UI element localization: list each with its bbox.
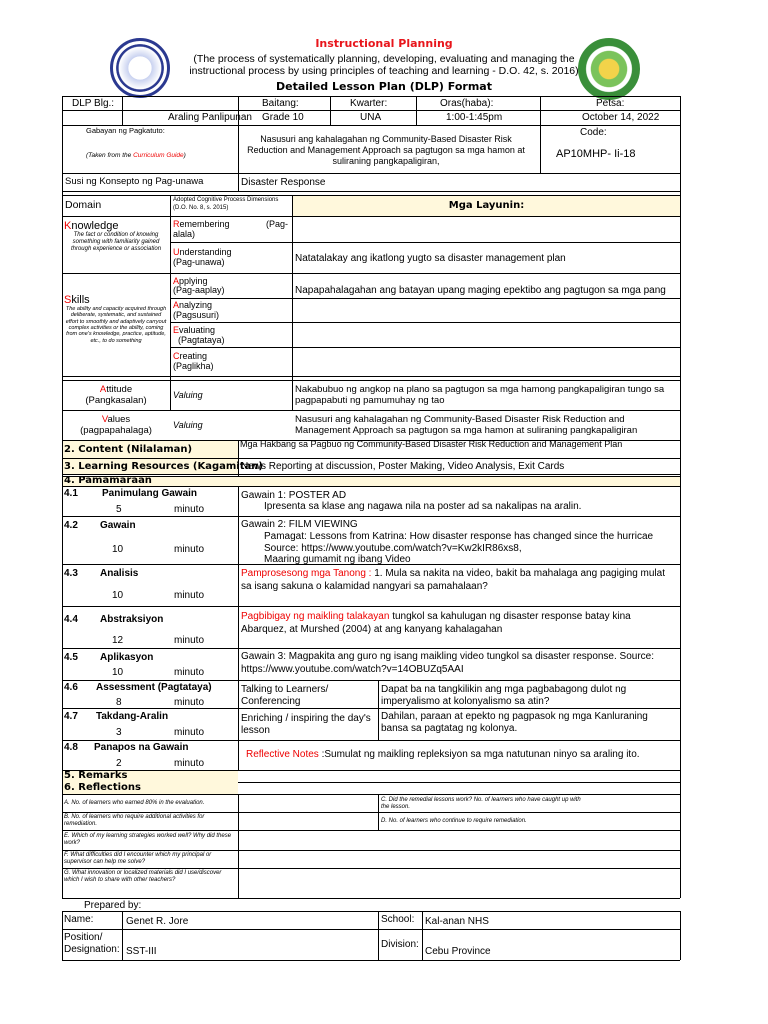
knowledge-description: The fact or condition of knowing something with familiarity gained through experience or association bbox=[70, 232, 162, 252]
learning-guide-text: Nasusuri ang kahalagahan ng Community-Based Disaster Risk Reduction and Management Approach sa pagtugon sa mga hamon at suliraning pangkapaligiran, bbox=[247, 134, 525, 166]
understanding-sub: (Pag-unawa) bbox=[173, 257, 225, 267]
position-label: Position/ Designation: bbox=[64, 932, 120, 955]
curriculum-guide-note: (Taken from the Curriculum Guide) bbox=[86, 152, 186, 159]
attitude-title: Attitude bbox=[99, 384, 133, 395]
remembering-sub: alala) bbox=[173, 229, 196, 239]
closing-activity-text: Reflective Notes :Sumulat ng maikling repleksiyon sa mga natutunan ninyo sa araling ito. bbox=[246, 749, 640, 760]
step-minutes-unit: minuto bbox=[174, 544, 205, 555]
methods-label-bg bbox=[63, 477, 680, 486]
step-name: Panapos na Gawain bbox=[94, 742, 189, 753]
quarter-value: UNA bbox=[360, 112, 382, 123]
step-minutes: 8 bbox=[116, 697, 122, 708]
understanding-objective: Natatalakay ang ikatlong yugto sa disaster management plan bbox=[295, 253, 566, 264]
school-label: School: bbox=[381, 914, 415, 925]
header-desc-1: (The process of systematically planning, developing, evaluating and managing the bbox=[193, 53, 575, 65]
resources-label: 3. Learning Resources (Kagamitan) bbox=[64, 461, 263, 472]
attitude-valuing: Valuing bbox=[173, 390, 203, 400]
grade-value: Grade 10 bbox=[262, 112, 304, 123]
step-activity-note: Maaring gumamit ng ibang Video bbox=[264, 554, 411, 565]
duration-label: Oras(haba): bbox=[440, 98, 494, 109]
attitude-sub: (Pangkasalan) bbox=[85, 395, 147, 406]
analyzing-label: Analyzing bbox=[173, 300, 213, 310]
content-label: 2. Content (Nilalaman) bbox=[64, 444, 193, 455]
step-minutes-unit: minuto bbox=[174, 590, 205, 601]
key-concept-label: Susi ng Konsepto ng Pag-unawa bbox=[65, 176, 204, 187]
date-value: October 14, 2022 bbox=[582, 112, 660, 123]
step-number: 4.4 bbox=[64, 614, 78, 625]
step-minutes: 10 bbox=[112, 590, 124, 601]
division-value: Cebu Province bbox=[425, 946, 491, 957]
step-name: Assessment (Pagtataya) bbox=[96, 682, 212, 693]
step-minutes-unit: minuto bbox=[174, 727, 205, 738]
key-concept-value: Disaster Response bbox=[241, 177, 326, 188]
step-application-text: Gawain 3: Magpakita ang guro ng isang maikling video tungkol sa disaster response. Source: https://www.youtube.com/watch?v=14OBUZq5AAI bbox=[241, 651, 655, 675]
skills-title: Skills bbox=[64, 294, 90, 306]
code-label: Code: bbox=[580, 127, 607, 138]
assessment-question: Dapat ba na tangkilikin ang mga pagbabagong dulot ng imperyalismo at kolonyalismo sa atin? bbox=[381, 684, 627, 707]
step-activity-line: Pamagat: Lessons from Katrina: How disaster response has changed since the hurricae bbox=[264, 531, 654, 542]
applying-objective: Napapahalagahan ang batayan upang maging epektibo ang pagtugon sa mga pang bbox=[295, 285, 666, 296]
assignment-method: Enriching / inspiring the day's lesson bbox=[241, 713, 371, 736]
step-minutes-unit: minuto bbox=[174, 758, 205, 769]
step-activity-source: Source: https://www.youtube.com/watch?v=Kw2kIR86xs8, bbox=[264, 543, 522, 554]
dlp-number-label: DLP Blg.: bbox=[72, 98, 115, 109]
learning-guide-label: Gabayan ng Pagkatuto: bbox=[86, 126, 165, 135]
assessment-method: Talking to Learners/ Conferencing bbox=[241, 684, 329, 707]
knowledge-title: Knowledge bbox=[64, 220, 119, 232]
reflection-a: A. No. of learners who earned 80% in the evaluation. bbox=[64, 800, 205, 806]
step-activity-text: Ipresenta sa klase ang nagawa nila na poster ad sa nakalipas na aralin. bbox=[264, 501, 582, 512]
step-minutes: 10 bbox=[112, 544, 124, 555]
creating-sub: (Paglikha) bbox=[173, 361, 214, 371]
step-minutes-unit: minuto bbox=[174, 635, 205, 646]
code-value: AP10MHP- Ii-18 bbox=[556, 148, 636, 160]
name-value: Genet R. Jore bbox=[126, 916, 189, 927]
step-name: Takdang-Aralin bbox=[96, 711, 169, 722]
step-number: 4.3 bbox=[64, 568, 78, 579]
applying-sub: (Pag-aaplay) bbox=[173, 285, 225, 295]
understanding-label: Understanding bbox=[173, 247, 232, 257]
step-minutes: 12 bbox=[112, 635, 124, 646]
reflection-f: F. What difficulties did I encounter which my principal or supervisor can help me solve? bbox=[64, 852, 212, 865]
step-number: 4.5 bbox=[64, 652, 78, 663]
document-title: Detailed Lesson Plan (DLP) Format bbox=[276, 80, 492, 93]
step-number: 4.6 bbox=[64, 682, 78, 693]
content-value: Mga Hakbang sa Pagbuo ng Community-Based Disaster Risk Reduction and Management Plan bbox=[240, 439, 623, 449]
duration-value: 1:00-1:45pm bbox=[446, 112, 503, 123]
grade-label: Baitang: bbox=[262, 98, 299, 109]
objectives-header: Mga Layunin: bbox=[448, 200, 525, 211]
step-activity-title: Gawain 1: POSTER AD bbox=[241, 490, 347, 501]
subject-value: Araling Panlipunan bbox=[168, 112, 252, 123]
evaluating-sub: (Pagtataya) bbox=[178, 335, 225, 345]
reflection-b: B. No. of learners who require additional activities for remediation. bbox=[64, 814, 205, 827]
step-name: Gawain bbox=[100, 520, 136, 531]
step-minutes: 10 bbox=[112, 667, 124, 678]
step-name: Abstraksiyon bbox=[100, 614, 164, 625]
reflections-label: 6. Reflections bbox=[64, 782, 141, 793]
step-minutes-unit: minuto bbox=[174, 667, 205, 678]
resources-value: News Reporting at discussion, Poster Making, Video Analysis, Exit Cards bbox=[241, 461, 565, 472]
step-activity-title: Gawain 2: FILM VIEWING bbox=[241, 519, 358, 530]
step-abstraction-text: Pagbibigay ng maikling talakayan tungkol sa kahulugan ng disaster response batay kina Abarquez, at Murshed (2004) at ang kanyang kahalagahan bbox=[241, 611, 631, 635]
step-number: 4.1 bbox=[64, 488, 78, 499]
creating-label: Creating bbox=[173, 351, 208, 361]
reflection-g: G. What innovation or localized materials did I use/discover which I wish to share with other teachers? bbox=[64, 870, 222, 883]
date-label: Petsa: bbox=[596, 98, 625, 109]
remembering-paren: (Pag- bbox=[266, 219, 289, 229]
division-label: Division: bbox=[381, 939, 419, 950]
adopted-dimensions: Adopted Cognitive Process Dimensions (D.O. No. 8, s. 2015) bbox=[173, 197, 279, 211]
step-name: Aplikasyon bbox=[100, 652, 154, 663]
reflection-e: E. Which of my learning strategies worked well? Why did these work? bbox=[64, 833, 232, 846]
domain-label: Domain bbox=[65, 199, 102, 211]
applying-label: Applying bbox=[173, 276, 208, 286]
remarks-label: 5. Remarks bbox=[64, 770, 128, 781]
skills-description: The ability and capacity acquired through deliberate, systematic, and sustained effort to smoothly and adaptively carryout complex activities or the ability, coming from one's knowledge, practice, aptitude, etc., to do something bbox=[65, 306, 167, 344]
step-minutes: 5 bbox=[116, 504, 122, 515]
reflection-d: D. No. of learners who continue to require remediation. bbox=[381, 818, 527, 824]
step-name: Analisis bbox=[100, 568, 139, 579]
step-number: 4.7 bbox=[64, 711, 78, 722]
step-minutes-unit: minuto bbox=[174, 697, 205, 708]
evaluating-label: Evaluating bbox=[173, 325, 216, 335]
step-name: Panimulang Gawain bbox=[102, 488, 198, 499]
quarter-label: Kwarter: bbox=[350, 98, 388, 109]
values-sub: (pagpapahalaga) bbox=[80, 425, 152, 436]
values-objective: Nasusuri ang kahalagahan ng Community-Based Disaster Risk Reduction and Management Approach sa pagtugon sa mga hamon at suliraning pangkapaligiran bbox=[295, 414, 638, 437]
position-value: SST-III bbox=[126, 946, 157, 957]
analyzing-sub: (Pagsusuri) bbox=[173, 310, 220, 320]
values-title: Values bbox=[101, 414, 131, 425]
step-minutes: 3 bbox=[116, 727, 122, 738]
reflection-c: C. Did the remedial lessons work? No. of learners who have caught up with the lesson. bbox=[381, 797, 581, 810]
values-valuing: Valuing bbox=[173, 420, 203, 430]
name-label: Name: bbox=[64, 914, 94, 925]
step-minutes-unit: minuto bbox=[174, 504, 205, 515]
attitude-objective: Nakabubuo ng angkop na plano sa pagtugon sa mga hamong pangkapaligiran tungo sa pagpapabuti ng pamumuhay ng tao bbox=[295, 384, 665, 407]
assignment-text: Dahilan, paraan at epekto ng pagpasok ng mga Kanluraning bansa sa pagtatag ng kolonya. bbox=[381, 711, 648, 734]
prepared-by-label: Prepared by: bbox=[84, 900, 142, 911]
remembering-label: Remembering bbox=[173, 219, 230, 229]
step-number: 4.2 bbox=[64, 520, 78, 531]
header-desc-2: instructional process by using principles of teaching and learning - D.O. 42, s. 2016) bbox=[189, 65, 579, 77]
step-minutes: 2 bbox=[116, 758, 122, 769]
school-value: Kal-anan NHS bbox=[425, 916, 489, 927]
header-title: Instructional Planning bbox=[315, 37, 453, 50]
step-number: 4.8 bbox=[64, 742, 78, 753]
methods-label: 4. Pamamaraan bbox=[64, 475, 152, 486]
step-analysis-text: Pamprosesong mga Tanong : 1. Mula sa nakita na video, bakit ba mahalaga ang pagiging mulat sa isang sakuna o kalamidad nangyari sa pamahalaan? bbox=[241, 568, 665, 592]
